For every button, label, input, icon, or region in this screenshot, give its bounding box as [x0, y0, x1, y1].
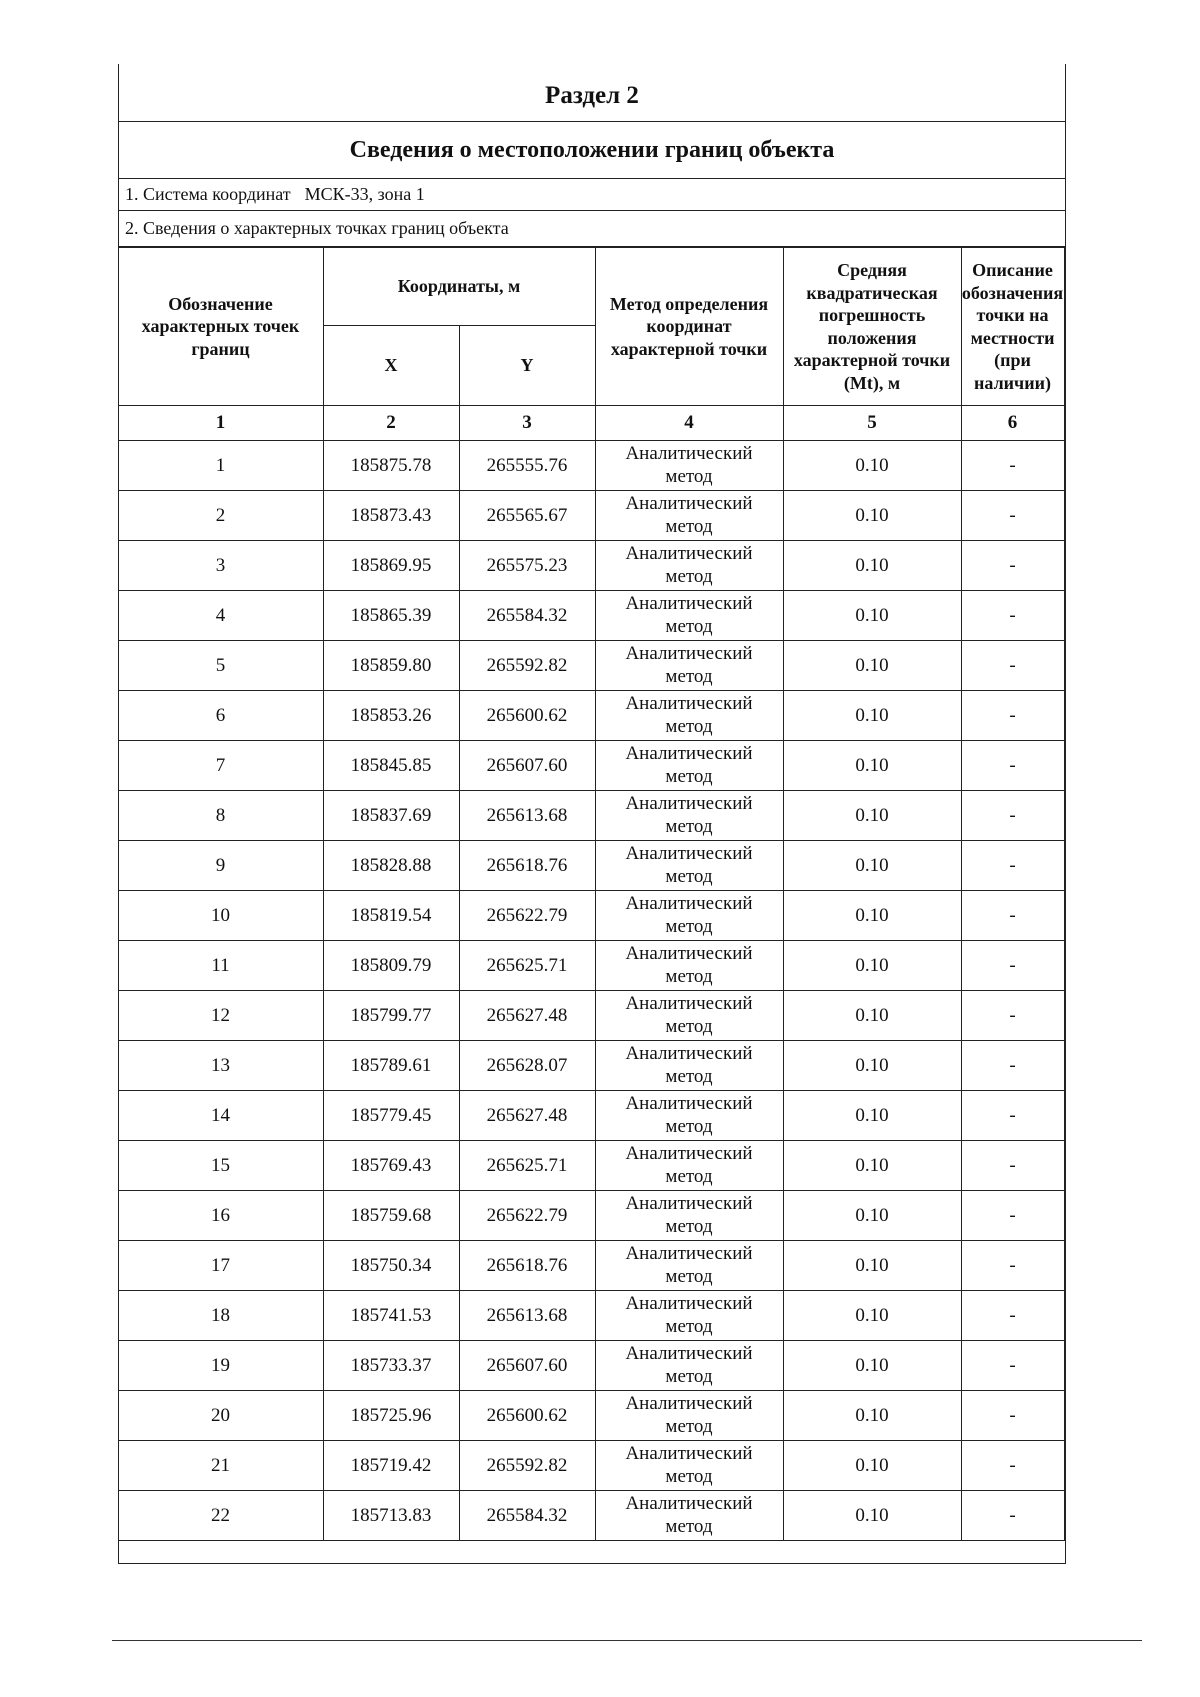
- coord-y-cell: 265622.79: [459, 891, 595, 941]
- point-description-cell: -: [961, 1491, 1064, 1541]
- header-x: X: [323, 326, 459, 406]
- method-cell: Аналитический метод: [595, 941, 783, 991]
- method-cell: Аналитический метод: [595, 691, 783, 741]
- coord-y-cell: 265555.76: [459, 441, 595, 491]
- table-row: [118, 641, 1064, 691]
- point-number-cell: 9: [118, 841, 323, 891]
- method-cell: Аналитический метод: [595, 641, 783, 691]
- coordinate-system-label: 1. Система координат: [125, 184, 291, 204]
- method-cell: Аналитический метод: [595, 841, 783, 891]
- table-row: [118, 491, 1064, 541]
- coord-x-cell: 185799.77: [323, 991, 459, 1041]
- coord-y-cell: 265607.60: [459, 1341, 595, 1391]
- point-number-cell: 13: [118, 1041, 323, 1091]
- mean-error-cell: 0.10: [783, 591, 961, 641]
- table-row: [118, 1191, 1064, 1241]
- coordinate-system-value: МСК-33, зона 1: [304, 184, 425, 204]
- mean-error-cell: 0.10: [783, 741, 961, 791]
- table-row: [118, 1291, 1064, 1341]
- mean-error-cell: 0.10: [783, 1291, 961, 1341]
- coord-y-cell: 265622.79: [459, 1191, 595, 1241]
- coord-y-cell: 265600.62: [459, 691, 595, 741]
- point-number-cell: 7: [118, 741, 323, 791]
- point-number-cell: 14: [118, 1091, 323, 1141]
- table-row: [118, 1441, 1064, 1491]
- point-number-cell: 3: [118, 541, 323, 591]
- point-number-cell: 20: [118, 1391, 323, 1441]
- table-row: [118, 741, 1064, 791]
- point-description-cell: -: [961, 941, 1064, 991]
- coord-x-cell: 185719.42: [323, 1441, 459, 1491]
- header-coordinates: Координаты, м: [323, 248, 595, 326]
- coord-y-cell: 265618.76: [459, 1241, 595, 1291]
- table-row: [118, 841, 1064, 891]
- coord-x-cell: 185725.96: [323, 1391, 459, 1441]
- coord-x-cell: 185828.88: [323, 841, 459, 891]
- column-number: 2: [323, 406, 459, 441]
- coord-y-cell: 265592.82: [459, 1441, 595, 1491]
- coord-y-cell: 265575.23: [459, 541, 595, 591]
- method-cell: Аналитический метод: [595, 1291, 783, 1341]
- point-number-cell: 17: [118, 1241, 323, 1291]
- mean-error-cell: 0.10: [783, 791, 961, 841]
- mean-error-cell: 0.10: [783, 1191, 961, 1241]
- table-row: [118, 1491, 1064, 1541]
- header-designation: Обозначение характерных точек границ: [118, 248, 323, 406]
- point-description-cell: -: [961, 1141, 1064, 1191]
- point-description-cell: -: [961, 1091, 1064, 1141]
- mean-error-cell: 0.10: [783, 1041, 961, 1091]
- section-subtitle: Сведения о местоположении границ объекта: [119, 122, 1065, 179]
- point-number-cell: 12: [118, 991, 323, 1041]
- point-description-cell: -: [961, 891, 1064, 941]
- point-description-cell: -: [961, 491, 1064, 541]
- point-number-cell: 2: [118, 491, 323, 541]
- table-body: [118, 441, 1064, 1541]
- mean-error-cell: 0.10: [783, 1491, 961, 1541]
- mean-error-cell: 0.10: [783, 841, 961, 891]
- point-description-cell: -: [961, 791, 1064, 841]
- coord-x-cell: 185869.95: [323, 541, 459, 591]
- coord-x-cell: 185819.54: [323, 891, 459, 941]
- column-numbers-row: [118, 406, 1064, 441]
- mean-error-cell: 0.10: [783, 891, 961, 941]
- method-cell: Аналитический метод: [595, 1391, 783, 1441]
- point-number-cell: 16: [118, 1191, 323, 1241]
- point-description-cell: -: [961, 1191, 1064, 1241]
- point-number-cell: 21: [118, 1441, 323, 1491]
- mean-error-cell: 0.10: [783, 441, 961, 491]
- table-header: [118, 248, 1064, 441]
- column-number: 3: [459, 406, 595, 441]
- coord-y-cell: 265625.71: [459, 941, 595, 991]
- coord-y-cell: 265592.82: [459, 641, 595, 691]
- method-cell: Аналитический метод: [595, 1141, 783, 1191]
- mean-error-cell: 0.10: [783, 1441, 961, 1491]
- point-description-cell: -: [961, 1041, 1064, 1091]
- method-cell: Аналитический метод: [595, 491, 783, 541]
- point-description-cell: -: [961, 591, 1064, 641]
- column-number: 4: [595, 406, 783, 441]
- table-row: [118, 1091, 1064, 1141]
- method-cell: Аналитический метод: [595, 1041, 783, 1091]
- coordinate-system-line: [119, 179, 1065, 211]
- header-method: Метод определения координат характерной точки: [595, 248, 783, 406]
- coord-x-cell: 185759.68: [323, 1191, 459, 1241]
- coord-x-cell: 185837.69: [323, 791, 459, 841]
- column-number: 6: [961, 406, 1064, 441]
- coord-y-cell: 265613.68: [459, 791, 595, 841]
- point-description-cell: -: [961, 991, 1064, 1041]
- method-cell: Аналитический метод: [595, 991, 783, 1041]
- footer-divider: [112, 1640, 1142, 1641]
- table-row: [118, 1341, 1064, 1391]
- table-row: [118, 791, 1064, 841]
- table-row: [118, 1391, 1064, 1441]
- table-row: [118, 591, 1064, 641]
- table-row: [118, 891, 1064, 941]
- mean-error-cell: 0.10: [783, 991, 961, 1041]
- table-row: [118, 941, 1064, 991]
- point-description-cell: -: [961, 841, 1064, 891]
- method-cell: Аналитический метод: [595, 741, 783, 791]
- method-cell: Аналитический метод: [595, 441, 783, 491]
- point-number-cell: 11: [118, 941, 323, 991]
- method-cell: Аналитический метод: [595, 791, 783, 841]
- method-cell: Аналитический метод: [595, 891, 783, 941]
- point-number-cell: 18: [118, 1291, 323, 1341]
- mean-error-cell: 0.10: [783, 541, 961, 591]
- coord-y-cell: 265584.32: [459, 591, 595, 641]
- method-cell: Аналитический метод: [595, 1441, 783, 1491]
- coord-y-cell: 265627.48: [459, 1091, 595, 1141]
- table-row: [118, 1241, 1064, 1291]
- table-row: [118, 991, 1064, 1041]
- point-description-cell: -: [961, 1391, 1064, 1441]
- header-error: Средняя квадратическая погрешность положения характерной точки (Mt), м: [783, 248, 961, 406]
- mean-error-cell: 0.10: [783, 1141, 961, 1191]
- method-cell: Аналитический метод: [595, 1091, 783, 1141]
- mean-error-cell: 0.10: [783, 691, 961, 741]
- table-row: [118, 691, 1064, 741]
- coord-x-cell: 185733.37: [323, 1341, 459, 1391]
- point-number-cell: 19: [118, 1341, 323, 1391]
- point-description-cell: -: [961, 1441, 1064, 1491]
- point-description-cell: -: [961, 541, 1064, 591]
- point-description-cell: -: [961, 1291, 1064, 1341]
- point-number-cell: 4: [118, 591, 323, 641]
- mean-error-cell: 0.10: [783, 1391, 961, 1441]
- mean-error-cell: 0.10: [783, 1241, 961, 1291]
- coord-x-cell: 185741.53: [323, 1291, 459, 1341]
- coord-x-cell: 185713.83: [323, 1491, 459, 1541]
- boundary-points-table: [118, 247, 1065, 1541]
- method-cell: Аналитический метод: [595, 1491, 783, 1541]
- method-cell: Аналитический метод: [595, 1341, 783, 1391]
- method-cell: Аналитический метод: [595, 591, 783, 641]
- mean-error-cell: 0.10: [783, 641, 961, 691]
- coord-x-cell: 185875.78: [323, 441, 459, 491]
- coord-y-cell: 265584.32: [459, 1491, 595, 1541]
- coord-y-cell: 265618.76: [459, 841, 595, 891]
- point-number-cell: 22: [118, 1491, 323, 1541]
- point-description-cell: -: [961, 741, 1064, 791]
- points-heading: 2. Сведения о характерных точках границ объекта: [119, 211, 1065, 247]
- table-row: [118, 1041, 1064, 1091]
- point-number-cell: 5: [118, 641, 323, 691]
- mean-error-cell: 0.10: [783, 1091, 961, 1141]
- method-cell: Аналитический метод: [595, 541, 783, 591]
- column-number: 5: [783, 406, 961, 441]
- coord-y-cell: 265600.62: [459, 1391, 595, 1441]
- mean-error-cell: 0.10: [783, 941, 961, 991]
- point-description-cell: -: [961, 1341, 1064, 1391]
- mean-error-cell: 0.10: [783, 1341, 961, 1391]
- header-y: Y: [459, 326, 595, 406]
- coord-x-cell: 185809.79: [323, 941, 459, 991]
- column-number: 1: [118, 406, 323, 441]
- coord-x-cell: 185750.34: [323, 1241, 459, 1291]
- point-number-cell: 15: [118, 1141, 323, 1191]
- coord-y-cell: 265628.07: [459, 1041, 595, 1091]
- point-number-cell: 1: [118, 441, 323, 491]
- table-row: [118, 441, 1064, 491]
- header-description: Описание обозначения точки на местности (при наличии): [961, 248, 1064, 406]
- method-cell: Аналитический метод: [595, 1191, 783, 1241]
- point-description-cell: -: [961, 1241, 1064, 1291]
- method-cell: Аналитический метод: [595, 1241, 783, 1291]
- table-row: [118, 1141, 1064, 1191]
- coord-y-cell: 265627.48: [459, 991, 595, 1041]
- document-frame: [118, 64, 1066, 1564]
- point-number-cell: 8: [118, 791, 323, 841]
- point-description-cell: -: [961, 691, 1064, 741]
- coord-y-cell: 265625.71: [459, 1141, 595, 1191]
- coord-x-cell: 185873.43: [323, 491, 459, 541]
- point-description-cell: -: [961, 641, 1064, 691]
- coord-y-cell: 265565.67: [459, 491, 595, 541]
- coord-x-cell: 185779.45: [323, 1091, 459, 1141]
- point-number-cell: 6: [118, 691, 323, 741]
- coord-y-cell: 265607.60: [459, 741, 595, 791]
- point-description-cell: -: [961, 441, 1064, 491]
- table-row: [118, 541, 1064, 591]
- point-number-cell: 10: [118, 891, 323, 941]
- coord-x-cell: 185865.39: [323, 591, 459, 641]
- table-bottom-gap: [119, 1541, 1065, 1564]
- mean-error-cell: 0.10: [783, 491, 961, 541]
- coord-x-cell: 185789.61: [323, 1041, 459, 1091]
- coord-x-cell: 185769.43: [323, 1141, 459, 1191]
- coord-x-cell: 185859.80: [323, 641, 459, 691]
- section-title: Раздел 2: [119, 64, 1065, 122]
- coord-x-cell: 185853.26: [323, 691, 459, 741]
- coord-x-cell: 185845.85: [323, 741, 459, 791]
- coord-y-cell: 265613.68: [459, 1291, 595, 1341]
